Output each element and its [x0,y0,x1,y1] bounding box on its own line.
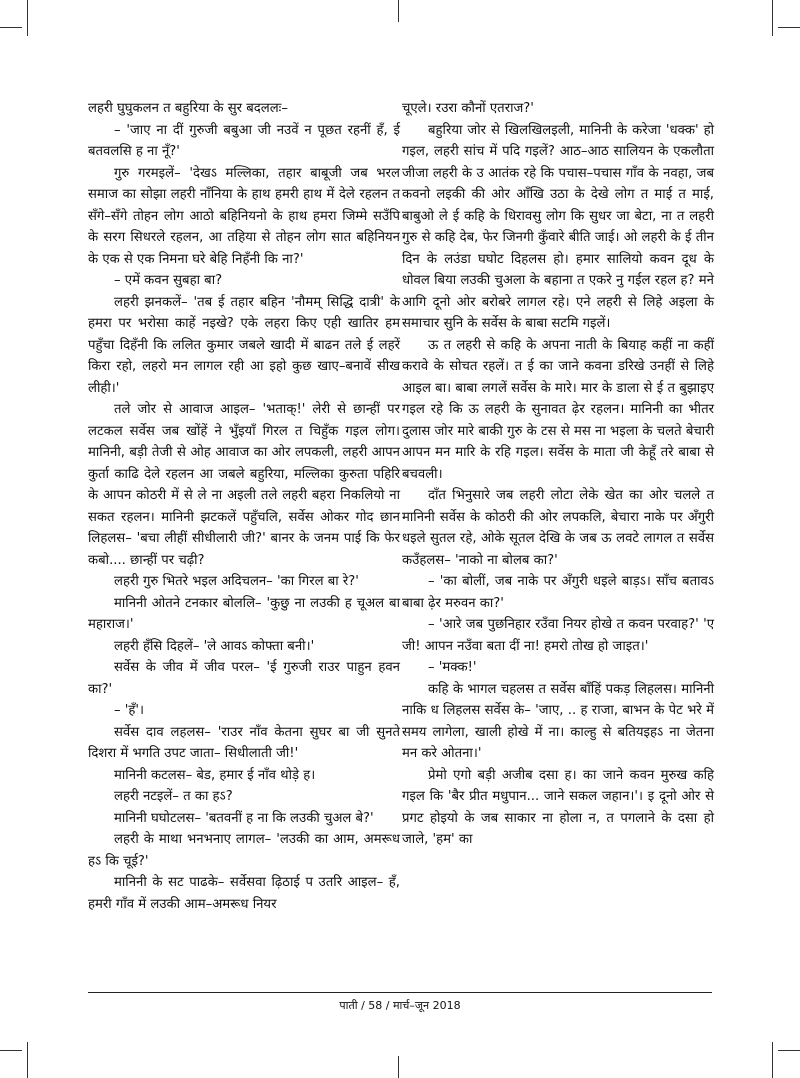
crop-mark-top-left-v [27,0,28,36]
paragraph: लहरी नटइलें– त का हऽ? [114,789,233,804]
paragraph: ऊ त लहरी से कहि के अपना नाती के बियाह कहीं ना कहीं करावे के सोचत रहलें। त ई का जाने कवना डरिखे उनहीं से लिहे आइल बा। बाबा लगलें सर्वेस के मारे। मार के डाला से ई त बुझाइए गइल रहे कि ऊ लहरी के सुनावत ढ़ेर रहलन। मानिनी का भीतर दुलास जोर मारे बाकी गुरु के टस से मस ना भइला के चलते बेचारी आपन मन मारि के रहि गइल। सर्वेस के माता जी केहूँ तरे बाबा से बचवली। [402,337,714,482]
paragraph: मानिनी कटलस– बेड, हमार ई नाँव थोड़े ह। [114,767,316,783]
paragraph: दाँत भिनुसारे जब लहरी लोटा लेके खेत का ओर चलले त मानिनी सर्वेस के कोठरी की ओर लपकलि, बेचारा नाके पर अँगुरी धइले सुतल रहे, ओके सूतल देखि के जब ऊ लवटे लागल त सर्वेस कउँहलस– 'नाको ना बोलब का?' [402,488,714,568]
paragraph: लहरी घुघुकलन त बहुरिया के सुर बदललः– [88,101,288,116]
paragraph: बहुरिया जोर से खिलखिलइली, मानिनी के करेजा 'धक्क' हो गइल, लहरी सांच में पदि गइलें? आठ–आठ सालियन के एकलौता जीजा लहरी के उ आतंक रहे कि पचास–पचास गाँव के नवहा, जब कवनो लइकी की ओर आँखि उठा के देखे लोग त माई त माई, बाबुओ ले ई कहि के धिरावसु लोग कि सुधर जा बेटा, ना त लहरी गुरु से कहि देब, फेर जिनगी कुँवारे बीति जाई। ओ लहरी के ई तीन दिन के लउंडा घघोट दिहलस हो। हमार सालियो कवन दूध के धोवल बिया लउकी चुअला के बहाना त एकरे नु गईल रहल ह? मने आगि दूनो ओर बरोबरे लागल रहे। एने लहरी से लिहे अइला के समाचार सुनि के सर्वेस के बाबा सटमि गइलें। [402,122,714,331]
paragraph: सर्वेस दाव लहलस– 'राउर नाँव केतना सुघर बा जी सुनते दिशरा में भगति उपट जाता– सिधीलाती जी!' [88,724,400,761]
paragraph: प्रेमो एगो बड़ी अजीब दसा ह। का जाने कवन मुरुख कहि गइल कि 'बैर प्रीत मधुपान... जाने सकल जहान।'। इ दूनो ओर से प्रगट होइयो के जब साकार ना होला न, त पगलाने के दसा हो जाले, 'हम' का [402,767,714,847]
paragraph: लहरी हँसि दिहलें– 'ले आवऽ कोफ्ता बनी।' [114,638,315,654]
crop-mark-top-center [398,0,399,22]
paragraph: लहरी गुरु भितरे भइल अदिचलन– 'का गिरल बा रे?' [114,574,359,589]
crop-mark-bottom-right-v [772,1042,773,1078]
paragraph: – एमें कवन सुबहा बा? [114,273,223,288]
crop-mark-bottom-center [398,1056,399,1078]
footer-rule [88,992,712,993]
paragraph: – 'का बोलीं, जब नाके पर अँगुरी धइले बाड़ऽ। साँच बतावऽ बाबा ढ़ेर मरुवन का?' [402,574,714,611]
paragraph: मानिनी घघोटलस– 'बतवनीं ह ना कि लउकी चुअल बे?' [114,810,374,826]
paragraph: सर्वेस के जीव में जीव परल– 'ई गुरुजी राउर पाहुन हवन का?' [88,660,400,697]
paragraph: मानिनी ओतने टनकार बोललि– 'कुछु ना लउकी ह चूअल बा महाराज।' [88,595,400,632]
right-text-column [402,98,714,851]
paragraph: लहरी के माथा भनभनाए लागल– 'लउकी का आम, अमरूध हऽ कि चूई?' [88,832,400,869]
paragraph: मानिनी के सट पाढके– सर्वेसवा ढ़िठाई प उतरि आइल– हँ, हमरी गाँव में लउकी आम–अमरूध नियर [88,875,400,912]
paragraph: चूएले। रउरा कौनों एतराज?' [402,101,534,116]
paragraph: कहि के भागल चहलस त सर्वेस बाँहिं पकड़ लिहलस। मानिनी नाकि ध लिहलस सर्वेस के– 'जाए, .. ह राजा, बाभन के पेट भरे में समय लागेला, खाली होखे में ना। काल्हु से बतियइहऽ ना जेतना मन करे ओतना।' [402,681,714,761]
paragraph: – 'हँ'। [114,703,145,718]
paragraph: – 'मक्क!' [428,660,477,675]
crop-mark-top-right-h [778,27,800,28]
paragraph: – 'जाए ना दीं गुरुजी बबुआ जी नउवें न पूछत रहनीं हँ, ई बतवलसि ह ना नूँ?' [88,122,400,159]
paragraph: तले जोर से आवाज आइल– 'भताक्!' लेरी से छान्हीं पर लटकल सर्वेस जब खोंहें ने भुँइयाँ गिरल त चिहुँक गइल लोग। मानिनी, बड़ी तेजी से ओह आवाज का ओर लपकली, लहरी आपन कुर्ता काढि देले रहलन आ जबले बहुरिया, मल्लिका कुरुता पहिरि के आपन कोठरी में से ले ना अइली तले लहरी बहरा निकलियो ना सकत रहलन। मानिनी झटकलें पहुँचलि, सर्वेस ओकर गोद छान लिहलस– 'बचा लीहीं सीधीलारी जी?' बानर के जनम पाई कि फेर कबो.... छान्हीं पर चढ़ी? [88,402,400,568]
crop-mark-top-right-v [772,0,773,36]
crop-mark-bottom-right-h [778,1050,800,1051]
paragraph: गुरु गरमइलें– 'देखऽ मल्लिका, तहार बाबूजी जब भरल समाज का सोझा लहरी नाँनिया के हाथ हमरी हाथ में देले रहलन त सँगे–सँगे तोहन लोग आठो बहिनियनो के हाथ हमरा जिम्मे सउँपि के सरग सिधरले रहलन, आ तहिया से तोहन लोग सात बहिनियन के एक से एक निमना घरे बेहि निहँनी कि ना?' [88,165,400,267]
crop-mark-bottom-left-h [0,1050,22,1051]
page-footer: पाती / 58 / मार्च–जून 2018 [339,999,461,1012]
paragraph: लहरी झनकलें– 'तब ई तहार बहिन 'नौमम् सिद्धि दात्री' के हमरा पर भरोसा काहें नइखे? एके लहरा किए एही खातिर हम पहुँचा दिहँनी कि ललित कुमार जबले खादी में बाढन तले ई लहरें किरा रहो, लहरो मन लागल रही आ इहो कुछ खाए–बनावें सीख लीही।' [88,294,400,396]
crop-mark-bottom-left-v [27,1042,28,1078]
left-text-column [88,98,400,915]
crop-mark-top-left-h [0,27,22,28]
paragraph: – 'आरे जब पुछनिहार रउँवा नियर होखे त कवन परवाह?' 'ए जी! आपन नउँवा बता दीं ना! हमरो तोख हो जाइत।' [402,617,714,654]
